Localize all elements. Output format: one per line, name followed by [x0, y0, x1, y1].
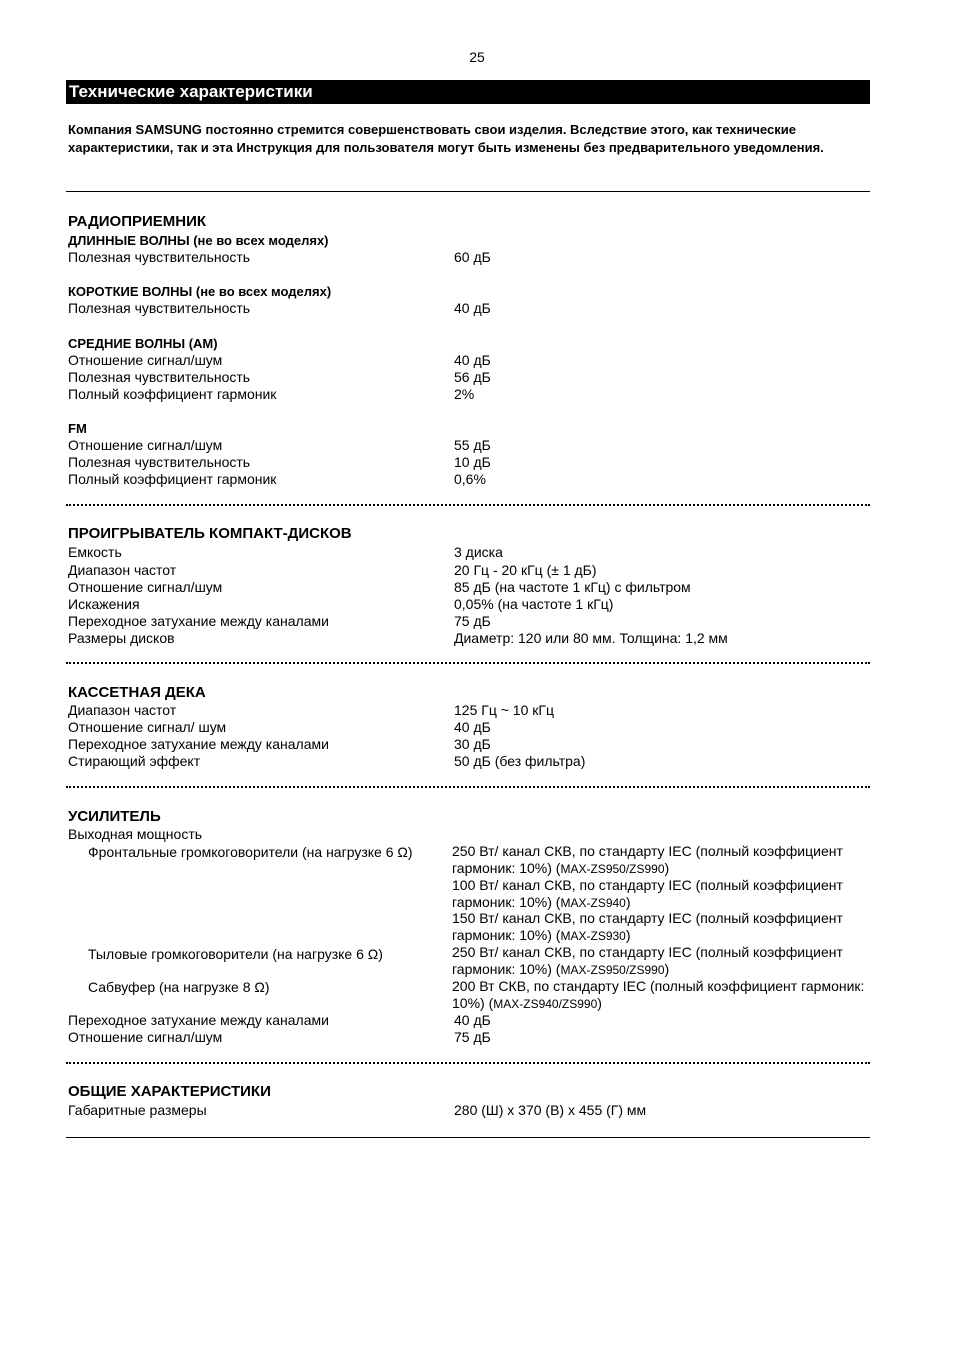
- spec-label: Полный коэффициент гармоник: [68, 471, 277, 487]
- spec-value: 280 (Ш) x 370 (В) x 455 (Г) мм: [454, 1102, 647, 1118]
- spec-value: 75 дБ: [454, 1029, 491, 1045]
- rear-speakers-label: Тыловые громкоговорители (на нагрузке 6 Ω): [88, 946, 383, 962]
- spec-value: 2%: [454, 386, 475, 402]
- front-spec-940: 100 Вт/ канал СКВ, по стандарту IEC (полный коэффициент гармоник: 10%) (MAX-ZS940): [452, 877, 843, 910]
- divider-dotted: [66, 662, 870, 664]
- spec-label: Стирающий эффект: [68, 753, 201, 769]
- subheading-sw: КОРОТКИЕ ВОЛНЫ (не во всех моделях): [68, 284, 332, 299]
- spec-value: Диаметр: 120 или 80 мм. Толщина: 1,2 мм: [454, 630, 728, 646]
- spec-value: 55 дБ: [454, 437, 491, 453]
- spec-label: Переходное затухание между каналами: [68, 613, 329, 629]
- spec-value: 50 дБ (без фильтра): [454, 753, 586, 769]
- spec-value: 56 дБ: [454, 369, 491, 385]
- spec-value: 30 дБ: [454, 736, 491, 752]
- divider-dotted: [66, 786, 870, 788]
- spec-value: 40 дБ: [454, 300, 491, 316]
- spec-value: 125 Гц ~ 10 кГц: [454, 702, 554, 718]
- front-speakers-label: Фронтальные громкоговорители (на нагрузке 6 Ω): [88, 844, 413, 860]
- intro-paragraph: Компания SAMSUNG постоянно стремится совершенствовать свои изделия. Вследствие этого, как технические характеристики, так и эта Инструкция для пользователя могут быть изменены без предварительного уведомления.: [68, 122, 824, 155]
- section-heading-amplifier: УСИЛИТЕЛЬ: [68, 808, 161, 825]
- title-bar: [66, 80, 870, 104]
- spec-value: 40 дБ: [454, 719, 491, 735]
- spec-value: 0,05% (на частоте 1 кГц): [454, 596, 614, 612]
- spec-label: Отношение сигнал/шум: [68, 352, 223, 368]
- subheading-fm: FM: [68, 421, 87, 436]
- model-code: MAX-ZS940: [560, 896, 626, 910]
- section-heading-radio: РАДИОПРИЕМНИК: [68, 213, 207, 230]
- subheading-lw: ДЛИННЫЕ ВОЛНЫ (не во всех моделях): [68, 233, 329, 248]
- divider-top: [66, 191, 870, 192]
- section-heading-general: ОБЩИЕ ХАРАКТЕРИСТИКИ: [68, 1083, 271, 1100]
- spec-label: Отношение сигнал/ шум: [68, 719, 227, 735]
- spec-value: 20 Гц - 20 кГц (± 1 дБ): [454, 562, 597, 578]
- spec-label: Отношение сигнал/шум: [68, 437, 223, 453]
- output-power-label: Выходная мощность: [68, 826, 203, 842]
- spec-value: 40 дБ: [454, 1012, 491, 1028]
- spec-label: Переходное затухание между каналами: [68, 736, 329, 752]
- divider-bottom: [66, 1137, 870, 1138]
- spec-label: Полезная чувствительность: [68, 249, 251, 265]
- spec-label: Диапазон частот: [68, 562, 177, 578]
- rear-spec: 250 Вт/ канал СКВ, по стандарту IEC (полный коэффициент гармоник: 10%) (MAX-ZS950/ZS990): [452, 944, 843, 977]
- section-heading-cd: ПРОИГРЫВАТЕЛЬ КОМПАКТ-ДИСКОВ: [68, 525, 352, 542]
- subwoofer-spec: 200 Вт СКВ, по стандарту IEC (полный коэффициент гармоник: 10%) (MAX-ZS940/ZS990): [452, 978, 865, 1011]
- spec-value: 85 дБ (на частоте 1 кГц) с фильтром: [454, 579, 691, 595]
- spec-label: Полезная чувствительность: [68, 300, 251, 316]
- spec-label: Отношение сигнал/шум: [68, 1029, 223, 1045]
- subwoofer-label: Сабвуфер (на нагрузке 8 Ω): [88, 979, 270, 995]
- spec-label: Отношение сигнал/шум: [68, 579, 223, 595]
- spec-label: Диапазон частот: [68, 702, 177, 718]
- model-code: MAX-ZS950/ZS990: [560, 862, 665, 876]
- spec-label: Полезная чувствительность: [68, 454, 251, 470]
- divider-dotted: [66, 1062, 870, 1064]
- subheading-am: СРЕДНИЕ ВОЛНЫ (AM): [68, 336, 218, 351]
- spec-value: 3 диска: [454, 544, 503, 560]
- spec-value: 60 дБ: [454, 249, 491, 265]
- front-spec-930: 150 Вт/ канал СКВ, по стандарту IEC (полный коэффициент гармоник: 10%) (MAX-ZS930): [452, 910, 843, 943]
- spec-value: 0,6%: [454, 471, 486, 487]
- spec-label: Полезная чувствительность: [68, 369, 251, 385]
- spec-label: Размеры дисков: [68, 630, 175, 646]
- page-title: Технические характеристики: [69, 82, 313, 101]
- spec-value: 75 дБ: [454, 613, 491, 629]
- spec-label: Переходное затухание между каналами: [68, 1012, 329, 1028]
- front-spec-950: 250 Вт/ канал СКВ, по стандарту IEC (полный коэффициент гармоник: 10%) (MAX-ZS950/ZS990): [452, 843, 843, 876]
- model-code: MAX-ZS930: [560, 929, 626, 943]
- spec-value: 10 дБ: [454, 454, 491, 470]
- spec-label: Емкость: [68, 544, 122, 560]
- model-code: MAX-ZS950/ZS990: [560, 963, 665, 977]
- page-number: 25: [469, 49, 485, 65]
- model-code: MAX-ZS940/ZS990: [493, 997, 598, 1011]
- section-heading-cassette: КАССЕТНАЯ ДЕКА: [68, 684, 206, 701]
- divider-dotted: [66, 504, 870, 506]
- spec-value: 40 дБ: [454, 352, 491, 368]
- spec-label: Полный коэффициент гармоник: [68, 386, 277, 402]
- spec-label: Искажения: [68, 596, 140, 612]
- spec-label: Габаритные размеры: [68, 1102, 207, 1118]
